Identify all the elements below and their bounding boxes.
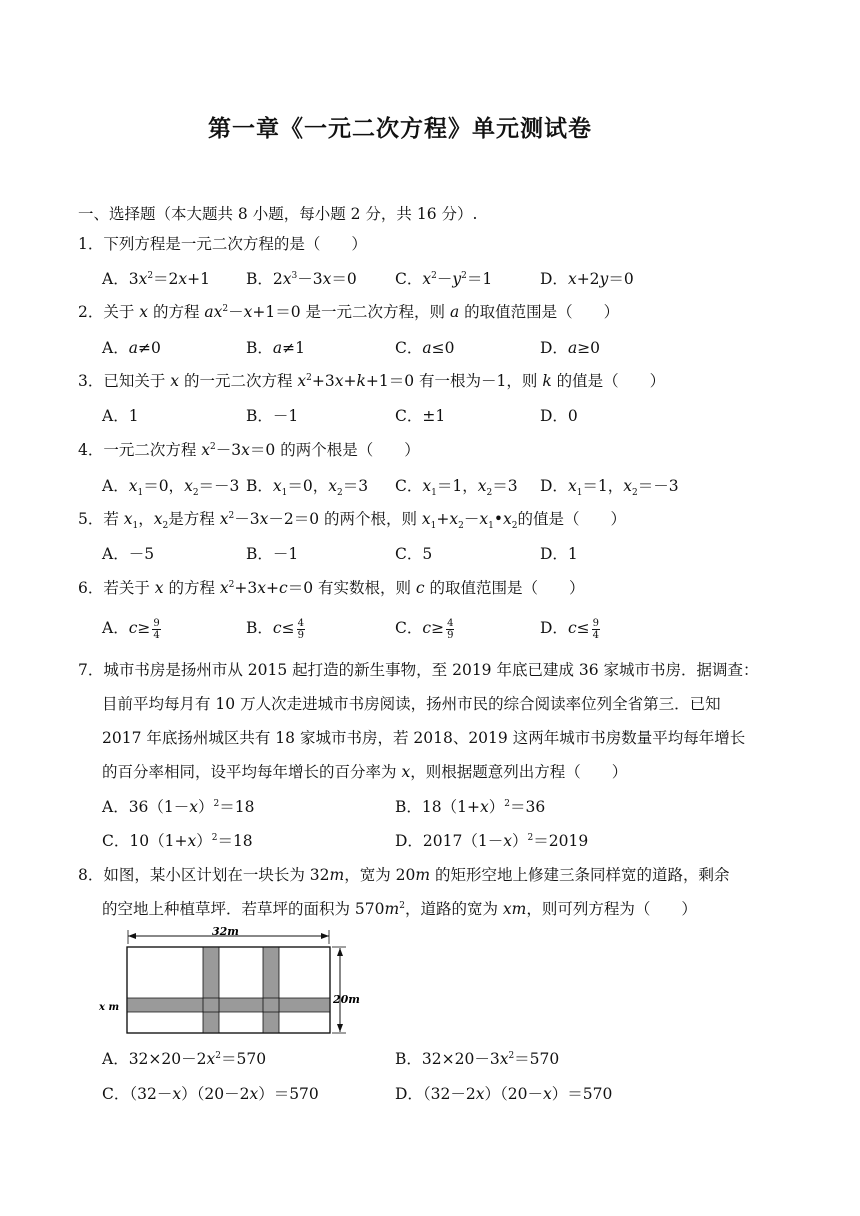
road-vertical-2 xyxy=(263,947,279,1033)
road-vertical-1 xyxy=(203,947,219,1033)
question-5-option-d: D．1 xyxy=(540,545,578,563)
question-5-option-c: C．5 xyxy=(395,545,433,563)
question-4-option-a: A．$x_1=0$，$x_2=-3$ xyxy=(102,477,240,499)
question-4-option-c: C．$x_1=1$，$x_2=3$ xyxy=(395,477,518,499)
section-heading: 一、选择题（本大题共 8 小题，每小题 2 分，共 16 分）. xyxy=(78,205,478,223)
question-4-option-b: B．$x_1=0$，$x_2=3$ xyxy=(246,477,369,499)
question-2-option-a: A．a≠0 xyxy=(102,339,161,357)
question-5-stem: 5．若 $x_1$，$x_2$是方程 $x^2-3x-2=0$ 的两个根，则 $x_1+x_2-x_1•x_2$的值是（ ） xyxy=(78,510,627,532)
question-7-option-b: B．$18(1+x)^2=36$ xyxy=(395,798,546,816)
question-2-option-c: C．a≤0 xyxy=(395,339,455,357)
question-8-option-a: A．$32\times 20-2x^2=570$ xyxy=(102,1050,267,1068)
question-6-option-d: D．c≤ $\frac{9}{4}$ xyxy=(540,617,599,641)
fraction: $\frac{4}{9}$ xyxy=(297,617,304,641)
question-7-line-4: 的百分率相同，设平均每年增长的百分率为 x，则根据题意列出方程（ ） xyxy=(102,763,628,781)
fraction: $\frac{4}{9}$ xyxy=(447,617,454,641)
question-7-line-3: 2017 年底扬州城区共有 18 家城市书房，若 2018、2019 这两年城市书房数量平均每年增长 xyxy=(102,729,746,747)
question-7-line-2: 目前平均每月有 10 万人次走进城市书房阅读，扬州市民的综合阅读率位列全省第三．已知 xyxy=(102,695,721,713)
page-title: 第一章《一元二次方程》单元测试卷 xyxy=(208,116,592,142)
question-1-option-d: D．x+2y＝0 xyxy=(540,270,634,288)
question-5-option-b: B．－1 xyxy=(246,545,299,563)
question-6-stem: 6．若关于 x 的方程 $x^2+3x+c=0$ 有实数根，则 c 的取值范围是（ ） xyxy=(78,579,585,597)
question-3-option-c: C．±1 xyxy=(395,407,446,425)
question-2-stem: 2．关于 x 的方程 $ax^2-x+1=0$ 是一元二次方程，则 a 的取值范围是（ ） xyxy=(78,303,620,321)
question-6-option-b: B．c≤ $\frac{4}{9}$ xyxy=(246,617,304,641)
length-label: 32m xyxy=(212,925,239,938)
question-7-option-a: A．$36(1-x)^2=18$ xyxy=(102,798,255,816)
question-4-option-d: D．$x_1=1$，$x_2=-3$ xyxy=(540,477,679,499)
question-6-option-a: A．c≥ $\frac{9}{4}$ xyxy=(102,617,160,641)
question-7-option-d: D．$2017(1-x)^2=2019$ xyxy=(395,832,589,850)
question-1-option-c: C．$x^2-y^2=1$ xyxy=(395,270,493,288)
road-width-label: x m xyxy=(99,1002,120,1013)
question-7-line-1: 7．城市书房是扬州市从 2015 起打造的新生事物，至 2019 年底已建成 36 家城市书房．据调查： xyxy=(78,661,759,679)
question-8-option-c: C．（32－x）（20－2x）＝570 xyxy=(102,1085,319,1103)
question-8-line-1: 8．如图，某小区计划在一块长为 32m，宽为 20m 的矩形空地上修建三条同样宽的道路，剩余 xyxy=(78,866,730,884)
question-2-option-b: B．a≠1 xyxy=(246,339,305,357)
question-3-stem: 3．已知关于 x 的一元二次方程 $x^2+3x+k+1=0$ 有一根为－1，则 k 的值是（ ） xyxy=(78,372,666,390)
question-1-option-b: B．$2x^3-3x=0$ xyxy=(246,270,357,288)
width-label: 20m xyxy=(333,993,360,1006)
question-7-option-c: C．$10(1+x)^2=18$ xyxy=(102,832,253,850)
fraction: $\frac{9}{4}$ xyxy=(153,617,160,641)
road-diagram xyxy=(96,924,366,1040)
question-8-option-b: B．$32\times 20-3x^2=570$ xyxy=(395,1050,560,1068)
question-3-option-a: A．1 xyxy=(102,407,139,425)
field-rectangle xyxy=(127,947,330,1033)
question-1-option-a: A．$3x^2=2x+1$ xyxy=(102,270,211,288)
question-5-option-a: A．－5 xyxy=(102,545,155,563)
fraction: $\frac{9}{4}$ xyxy=(592,617,599,641)
question-1-stem: 1．下列方程是一元二次方程的是（ ） xyxy=(78,235,367,253)
question-8-line-2: 的空地上种植草坪．若草坪的面积为 $570m^2$，道路的宽为 xm，则可列方程为（ ） xyxy=(102,900,697,918)
question-2-option-d: D．a≥0 xyxy=(540,339,601,357)
question-6-option-c: C．c≥ $\frac{4}{9}$ xyxy=(395,617,454,641)
question-8-option-d: D．（32－2x）（20－x）＝570 xyxy=(395,1085,613,1103)
road-horizontal xyxy=(127,998,330,1012)
question-4-stem: 4．一元二次方程 $x^2-3x=0$ 的两个根是（ ） xyxy=(78,441,420,459)
question-3-option-d: D．0 xyxy=(540,407,578,425)
question-3-option-b: B．－1 xyxy=(246,407,299,425)
